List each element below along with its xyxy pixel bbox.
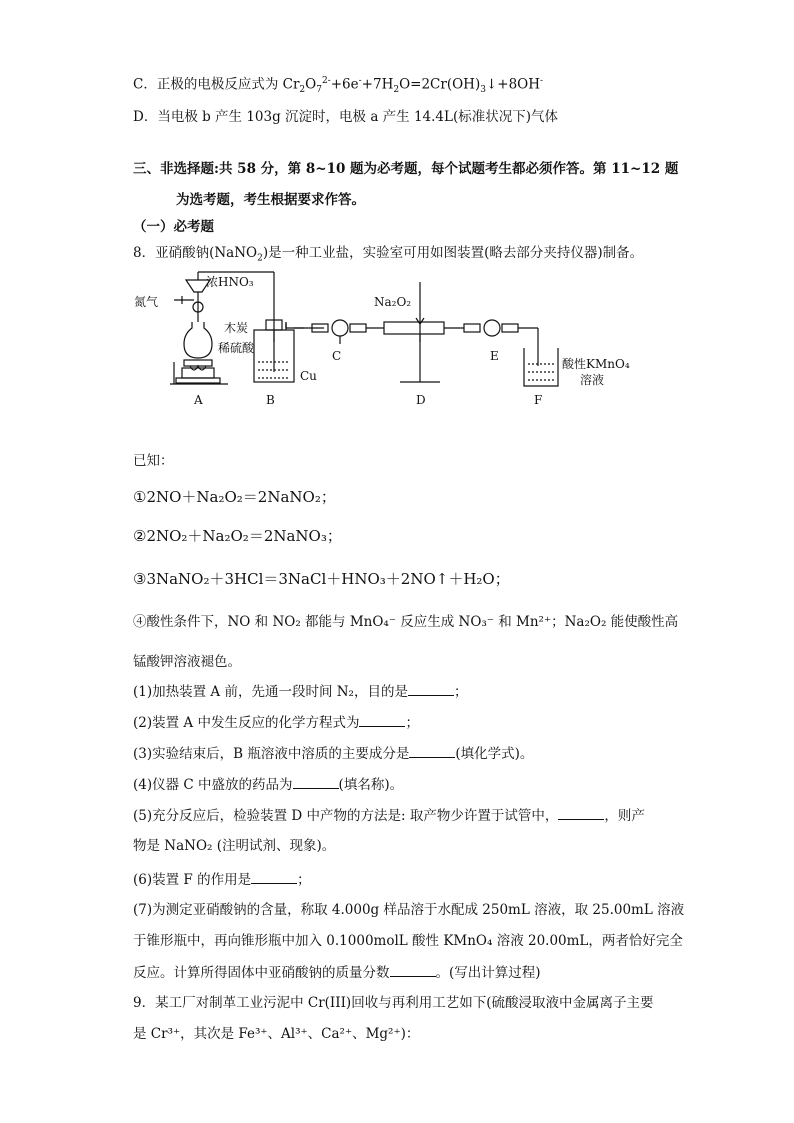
svg-text:E: E	[490, 349, 499, 363]
equation-3: ③3NaNO₂＋3HCl＝3NaCl＋HNO₃＋2NO↑＋H₂O；	[133, 570, 510, 588]
svg-text:溶液: 溶液	[580, 373, 605, 387]
equation-1: ①2NO＋Na₂O₂＝2NaNO₂；	[133, 488, 336, 506]
subquestion-7-cont: 于锥形瓶中，再向锥形瓶中加入 0.1000molL 酸性 KMnO₄ 溶液 20.00mL，两者恰好完全	[133, 933, 683, 949]
svg-text:C: C	[332, 349, 342, 363]
answer-blank-4[interactable]	[293, 775, 339, 789]
svg-text:氮气: 氮气	[134, 295, 159, 309]
apparatus-diagram	[134, 262, 654, 412]
svg-text:稀硫酸: 稀硫酸	[218, 341, 255, 355]
svg-text:B: B	[266, 393, 275, 407]
svg-text:木炭: 木炭	[224, 321, 249, 335]
drying-tube-c	[332, 320, 348, 336]
known-heading: 已知：	[133, 453, 174, 469]
question-8-stem: 8．亚硝酸钠(NaNO$_2$)是一种工业盐，实验室可用如图装置(略去部分夹持仪器)制备。	[133, 245, 644, 264]
svg-text:D: D	[416, 393, 426, 407]
drying-tube-e	[484, 320, 500, 336]
subquestion-7: (7)为测定亚硝酸钠的含量，称取 4.000g 样品溶于水配成 250mL 溶液，取 25.00mL 溶液	[133, 902, 685, 918]
option-d: D．当电极 b 产生 103g 沉淀时，电极 a 产生 14.4L(标准状况下)气体	[133, 109, 559, 125]
section-three-heading-cont: 为选考题，考生根据要求作答。	[176, 192, 365, 208]
subquestion-6: (6)装置 F 的作用是 ；	[133, 872, 311, 888]
subquestion-5: (5)充分反应后，检验装置 D 中产物的方法是: 取产物少许置于试管中， ，则产	[133, 808, 645, 824]
subquestion-1: (1)加热装置 A 前，先通一段时间 N₂，目的是 ；	[133, 684, 468, 700]
svg-text:Cu: Cu	[300, 369, 317, 383]
question-9-stem-cont: 是 Cr³⁺，其次是 Fe³⁺、Al³⁺、Ca²⁺、Mg²⁺)：	[133, 1026, 420, 1042]
subquestion-3: (3)实验结束后，B 瓶溶液中溶质的主要成分是 (填化学式)。	[133, 746, 534, 762]
answer-blank-5[interactable]	[558, 806, 604, 820]
equation-2: ②2NO₂＋Na₂O₂＝2NaNO₃；	[133, 527, 342, 545]
answer-blank-2[interactable]	[359, 713, 405, 727]
subquestion-2: (2)装置 A 中发生反应的化学方程式为 ；	[133, 715, 419, 731]
answer-blank-3[interactable]	[409, 744, 455, 758]
answer-blank-6[interactable]	[251, 870, 297, 884]
condition-4: ④酸性条件下，NO 和 NO₂ 都能与 MnO₄⁻ 反应生成 NO₃⁻ 和 Mn²⁺；Na₂O₂ 能使酸性高	[133, 614, 679, 630]
subquestion-4: (4)仪器 C 中盛放的药品为 (填名称)。	[133, 777, 404, 793]
svg-text:浓HNO₃: 浓HNO₃	[206, 275, 254, 289]
answer-blank-1[interactable]	[408, 682, 454, 696]
subsection-required: （一）必考题	[133, 219, 214, 235]
condition-4-cont: 锰酸钾溶液褪色。	[133, 654, 241, 670]
svg-text:A: A	[194, 393, 203, 407]
option-c: C．正极的电极反应式为 $Cr_2O_7^{2-}+6e^-+7H_2O=2Cr(OH)_3↓+8OH^-$	[133, 76, 544, 96]
flask-a	[184, 322, 212, 358]
svg-text:Na₂O₂: Na₂O₂	[374, 295, 412, 309]
svg-text:F: F	[534, 393, 543, 407]
question-9-stem: 9．某工厂对制革工业污泥中 Cr(III)回收与再利用工艺如下(硫酸浸取液中金属离子主要	[133, 995, 654, 1011]
answer-blank-7[interactable]	[390, 963, 436, 977]
reaction-tube-d	[384, 322, 444, 334]
subquestion-5-cont: 物是 NaNO₂ (注明试剂、现象)。	[133, 838, 336, 854]
svg-text:酸性KMnO₄: 酸性KMnO₄	[562, 357, 630, 371]
subquestion-7-cont2: 反应。计算所得固体中亚硝酸钠的质量分数 。(写出计算过程)	[133, 965, 541, 981]
section-three-heading: 三、非选择题:共 58 分，第 8~10 题为必考题，每个试题考生都必须作答。第 11~12 题	[133, 161, 679, 177]
